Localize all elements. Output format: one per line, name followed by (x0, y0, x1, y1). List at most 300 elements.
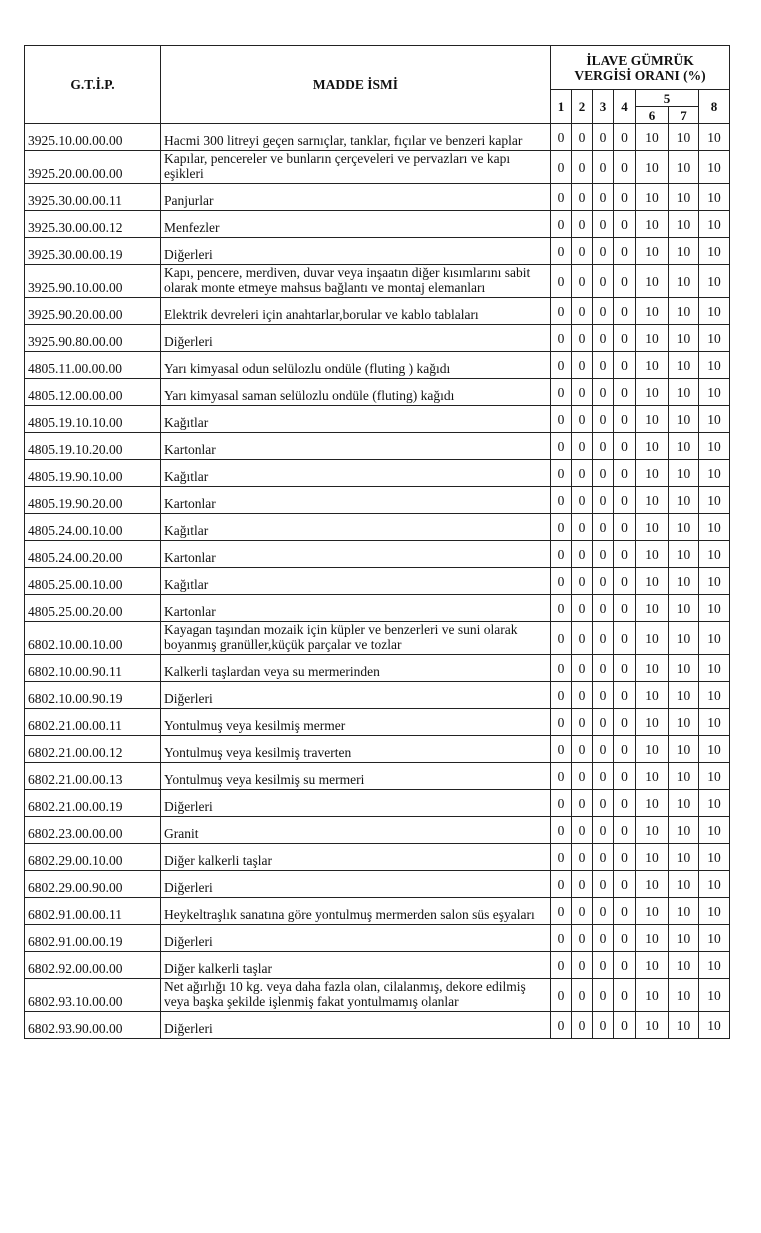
rate-cell: 10 (669, 151, 699, 184)
madde-ismi: Kapı, pencere, merdiven, duvar veya inşaatın diğer kısımlarını sabit olarak monte etmeye mahsus bağlantı ve montaj elemanları (161, 265, 551, 298)
rate-cell: 10 (699, 265, 730, 298)
rate-cell: 10 (669, 844, 699, 871)
rate-cell: 10 (636, 151, 669, 184)
rate-cell: 10 (699, 568, 730, 595)
header-col-3: 3 (593, 90, 614, 124)
table-row (25, 184, 730, 211)
table-row (25, 379, 730, 406)
rate-cell: 0 (572, 925, 593, 952)
rate-cell: 10 (699, 379, 730, 406)
rate-cell: 10 (636, 979, 669, 1012)
rate-cell: 0 (593, 433, 614, 460)
rate-cell: 10 (699, 184, 730, 211)
rate-cell: 0 (551, 1012, 572, 1039)
rate-cell: 0 (593, 211, 614, 238)
rate-cell: 0 (551, 871, 572, 898)
rate-cell: 10 (699, 406, 730, 433)
rate-cell: 10 (636, 1012, 669, 1039)
table-row (25, 925, 730, 952)
rate-cell: 10 (669, 487, 699, 514)
madde-ismi: Yontulmuş veya kesilmiş su mermeri (161, 763, 551, 790)
rate-cell: 10 (636, 352, 669, 379)
rate-cell: 10 (699, 925, 730, 952)
rate-cell: 10 (636, 871, 669, 898)
rate-cell: 10 (669, 871, 699, 898)
gtip-code: 6802.92.00.00.00 (25, 952, 161, 979)
rate-cell: 0 (572, 298, 593, 325)
rate-cell: 0 (614, 379, 636, 406)
rate-cell: 10 (699, 298, 730, 325)
tariff-table (24, 45, 730, 1039)
header-madde-ismi: MADDE İSMİ (161, 46, 551, 124)
gtip-code: 4805.11.00.00.00 (25, 352, 161, 379)
rate-cell: 0 (551, 790, 572, 817)
rate-cell: 10 (669, 433, 699, 460)
madde-ismi: Diğerleri (161, 871, 551, 898)
rate-cell: 10 (636, 655, 669, 682)
rate-cell: 0 (614, 844, 636, 871)
rate-cell: 10 (636, 568, 669, 595)
rate-cell: 0 (614, 298, 636, 325)
rate-cell: 0 (551, 379, 572, 406)
rate-cell: 0 (551, 541, 572, 568)
rate-cell: 0 (593, 265, 614, 298)
madde-ismi: Diğer kalkerli taşlar (161, 952, 551, 979)
gtip-code: 6802.91.00.00.11 (25, 898, 161, 925)
gtip-code: 6802.21.00.00.13 (25, 763, 161, 790)
rate-cell: 10 (699, 238, 730, 265)
rate-cell: 10 (669, 736, 699, 763)
gtip-code: 3925.90.80.00.00 (25, 325, 161, 352)
rate-cell: 0 (593, 844, 614, 871)
rate-cell: 0 (614, 352, 636, 379)
rate-cell: 10 (669, 763, 699, 790)
table-row (25, 124, 730, 151)
rate-cell: 0 (614, 763, 636, 790)
table-body (25, 124, 730, 1039)
rate-cell: 10 (636, 898, 669, 925)
rate-cell: 0 (572, 325, 593, 352)
rate-cell: 10 (699, 211, 730, 238)
rate-cell: 0 (593, 541, 614, 568)
rate-cell: 10 (699, 151, 730, 184)
table-row (25, 433, 730, 460)
rate-cell: 10 (636, 124, 669, 151)
rate-cell: 10 (669, 541, 699, 568)
rate-cell: 10 (699, 124, 730, 151)
rate-cell: 0 (551, 763, 572, 790)
rate-cell: 0 (593, 514, 614, 541)
table-header (25, 46, 730, 124)
rate-cell: 0 (593, 124, 614, 151)
rate-cell: 0 (551, 925, 572, 952)
table-row (25, 655, 730, 682)
rate-cell: 0 (551, 433, 572, 460)
rate-cell: 0 (572, 568, 593, 595)
rate-cell: 10 (669, 184, 699, 211)
rate-cell: 10 (636, 211, 669, 238)
rate-cell: 10 (669, 298, 699, 325)
rate-cell: 0 (551, 844, 572, 871)
rate-cell: 0 (593, 325, 614, 352)
rate-cell: 10 (699, 541, 730, 568)
rate-cell: 10 (636, 184, 669, 211)
rate-cell: 0 (572, 595, 593, 622)
rate-cell: 10 (699, 817, 730, 844)
gtip-code: 3925.30.00.00.12 (25, 211, 161, 238)
rate-cell: 10 (636, 925, 669, 952)
header-ilave-line2: VERGİSİ ORANI (%) (574, 67, 706, 83)
table-row (25, 298, 730, 325)
gtip-code: 3925.30.00.00.11 (25, 184, 161, 211)
rate-cell: 10 (636, 298, 669, 325)
rate-cell: 0 (593, 595, 614, 622)
rate-cell: 0 (572, 898, 593, 925)
gtip-code: 6802.29.00.90.00 (25, 871, 161, 898)
gtip-code: 4805.24.00.20.00 (25, 541, 161, 568)
rate-cell: 0 (572, 790, 593, 817)
rate-cell: 0 (551, 709, 572, 736)
rate-cell: 0 (614, 655, 636, 682)
madde-ismi: Yontulmuş veya kesilmiş mermer (161, 709, 551, 736)
madde-ismi: Panjurlar (161, 184, 551, 211)
rate-cell: 0 (614, 682, 636, 709)
rate-cell: 10 (636, 238, 669, 265)
table-row (25, 406, 730, 433)
rate-cell: 10 (669, 1012, 699, 1039)
rate-cell: 0 (593, 763, 614, 790)
table-row (25, 460, 730, 487)
rate-cell: 10 (699, 979, 730, 1012)
rate-cell: 0 (614, 622, 636, 655)
gtip-code: 4805.19.10.10.00 (25, 406, 161, 433)
rate-cell: 10 (669, 124, 699, 151)
rate-cell: 10 (699, 514, 730, 541)
rate-cell: 10 (699, 790, 730, 817)
madde-ismi: Kağıtlar (161, 406, 551, 433)
madde-ismi: Kartonlar (161, 595, 551, 622)
madde-ismi: Kayagan taşından mozaik için küpler ve benzerleri ve suni olarak boyanmış granüller,küçük parçalar ve tozlar (161, 622, 551, 655)
madde-ismi: Yarı kimyasal saman selülozlu ondüle (fluting) kağıdı (161, 379, 551, 406)
madde-ismi: Kağıtlar (161, 568, 551, 595)
rate-cell: 10 (669, 265, 699, 298)
header-col-4: 4 (614, 90, 636, 124)
rate-cell: 0 (551, 622, 572, 655)
rate-cell: 10 (636, 541, 669, 568)
rate-cell: 0 (572, 622, 593, 655)
madde-ismi: Diğerleri (161, 682, 551, 709)
rate-cell: 0 (572, 433, 593, 460)
rate-cell: 0 (614, 898, 636, 925)
madde-ismi: Menfezler (161, 211, 551, 238)
rate-cell: 0 (551, 655, 572, 682)
rate-cell: 10 (669, 406, 699, 433)
table-row (25, 682, 730, 709)
header-col-6: 6 (636, 107, 669, 124)
rate-cell: 0 (551, 952, 572, 979)
rate-cell: 0 (614, 514, 636, 541)
gtip-code: 3925.90.10.00.00 (25, 265, 161, 298)
madde-ismi: Kartonlar (161, 487, 551, 514)
rate-cell: 0 (614, 979, 636, 1012)
table-row (25, 871, 730, 898)
rate-cell: 0 (593, 379, 614, 406)
table-row (25, 541, 730, 568)
gtip-code: 4805.25.00.10.00 (25, 568, 161, 595)
rate-cell: 10 (669, 325, 699, 352)
gtip-code: 3925.10.00.00.00 (25, 124, 161, 151)
table-row (25, 790, 730, 817)
rate-cell: 0 (572, 460, 593, 487)
rate-cell: 0 (551, 325, 572, 352)
gtip-code: 6802.23.00.00.00 (25, 817, 161, 844)
rate-cell: 0 (614, 952, 636, 979)
rate-cell: 10 (636, 817, 669, 844)
rate-cell: 0 (551, 487, 572, 514)
rate-cell: 10 (636, 736, 669, 763)
rate-cell: 0 (551, 406, 572, 433)
rate-cell: 10 (699, 763, 730, 790)
madde-ismi: Kartonlar (161, 541, 551, 568)
rate-cell: 0 (551, 352, 572, 379)
table-row (25, 622, 730, 655)
madde-ismi: Elektrik devreleri için anahtarlar,borular ve kablo tablaları (161, 298, 551, 325)
rate-cell: 0 (593, 736, 614, 763)
rate-cell: 0 (614, 211, 636, 238)
gtip-code: 4805.25.00.20.00 (25, 595, 161, 622)
rate-cell: 0 (572, 871, 593, 898)
rate-cell: 0 (551, 979, 572, 1012)
madde-ismi: Hacmi 300 litreyi geçen sarnıçlar, tanklar, fıçılar ve benzeri kaplar (161, 124, 551, 151)
rate-cell: 10 (699, 736, 730, 763)
gtip-code: 3925.30.00.00.19 (25, 238, 161, 265)
rate-cell: 10 (699, 622, 730, 655)
rate-cell: 10 (669, 211, 699, 238)
gtip-code: 6802.93.90.00.00 (25, 1012, 161, 1039)
rate-cell: 0 (614, 568, 636, 595)
rate-cell: 10 (636, 379, 669, 406)
table-row (25, 763, 730, 790)
rate-cell: 0 (572, 541, 593, 568)
rate-cell: 0 (593, 1012, 614, 1039)
gtip-code: 6802.10.00.10.00 (25, 622, 161, 655)
rate-cell: 0 (572, 979, 593, 1012)
rate-cell: 0 (572, 487, 593, 514)
rate-cell: 0 (593, 952, 614, 979)
rate-cell: 0 (572, 406, 593, 433)
rate-cell: 0 (551, 124, 572, 151)
rate-cell: 10 (699, 898, 730, 925)
table-row (25, 979, 730, 1012)
rate-cell: 0 (593, 871, 614, 898)
table-row (25, 265, 730, 298)
table-row (25, 595, 730, 622)
rate-cell: 10 (699, 682, 730, 709)
madde-ismi: Diğerleri (161, 1012, 551, 1039)
table-row (25, 952, 730, 979)
rate-cell: 10 (699, 844, 730, 871)
rate-cell: 10 (699, 709, 730, 736)
rate-cell: 10 (636, 406, 669, 433)
gtip-code: 6802.29.00.10.00 (25, 844, 161, 871)
madde-ismi: Kartonlar (161, 433, 551, 460)
rate-cell: 10 (636, 595, 669, 622)
gtip-code: 6802.91.00.00.19 (25, 925, 161, 952)
rate-cell: 10 (699, 325, 730, 352)
rate-cell: 0 (614, 433, 636, 460)
table-row (25, 211, 730, 238)
rate-cell: 0 (551, 184, 572, 211)
rate-cell: 0 (572, 184, 593, 211)
table-row (25, 238, 730, 265)
rate-cell: 0 (614, 541, 636, 568)
header-col-5: 5 (636, 90, 699, 107)
rate-cell: 10 (669, 622, 699, 655)
header-col-8: 8 (699, 90, 730, 124)
rate-cell: 0 (572, 211, 593, 238)
rate-cell: 10 (699, 595, 730, 622)
rate-cell: 0 (614, 709, 636, 736)
madde-ismi: Kalkerli taşlardan veya su mermerinden (161, 655, 551, 682)
rate-cell: 0 (572, 844, 593, 871)
rate-cell: 0 (572, 817, 593, 844)
rate-cell: 0 (614, 151, 636, 184)
table-row (25, 1012, 730, 1039)
madde-ismi: Granit (161, 817, 551, 844)
rate-cell: 0 (614, 406, 636, 433)
rate-cell: 0 (614, 736, 636, 763)
rate-cell: 0 (614, 925, 636, 952)
madde-ismi: Kağıtlar (161, 514, 551, 541)
madde-ismi: Kapılar, pencereler ve bunların çerçeveleri ve pervazları ve kapı eşikleri (161, 151, 551, 184)
rate-cell: 0 (593, 682, 614, 709)
rate-cell: 0 (572, 151, 593, 184)
rate-cell: 10 (669, 460, 699, 487)
rate-cell: 10 (669, 568, 699, 595)
rate-cell: 10 (636, 952, 669, 979)
rate-cell: 10 (699, 487, 730, 514)
rate-cell: 0 (614, 325, 636, 352)
rate-cell: 0 (572, 736, 593, 763)
table-row (25, 352, 730, 379)
rate-cell: 0 (593, 184, 614, 211)
rate-cell: 0 (551, 151, 572, 184)
rate-cell: 0 (593, 568, 614, 595)
rate-cell: 0 (551, 568, 572, 595)
rate-cell: 0 (572, 682, 593, 709)
rate-cell: 0 (572, 952, 593, 979)
gtip-code: 4805.19.10.20.00 (25, 433, 161, 460)
rate-cell: 0 (551, 898, 572, 925)
rate-cell: 0 (593, 979, 614, 1012)
header-gtip: G.T.İ.P. (25, 46, 161, 124)
madde-ismi: Diğerleri (161, 925, 551, 952)
rate-cell: 10 (669, 979, 699, 1012)
gtip-code: 6802.93.10.00.00 (25, 979, 161, 1012)
rate-cell: 10 (669, 655, 699, 682)
rate-cell: 0 (593, 790, 614, 817)
rate-cell: 0 (572, 655, 593, 682)
rate-cell: 10 (636, 514, 669, 541)
rate-cell: 10 (669, 352, 699, 379)
rate-cell: 10 (636, 433, 669, 460)
rate-cell: 0 (614, 487, 636, 514)
rate-cell: 10 (669, 790, 699, 817)
rate-cell: 0 (572, 514, 593, 541)
table-row (25, 568, 730, 595)
rate-cell: 10 (699, 1012, 730, 1039)
rate-cell: 0 (593, 622, 614, 655)
rate-cell: 10 (636, 790, 669, 817)
rate-cell: 10 (669, 238, 699, 265)
gtip-code: 6802.10.00.90.11 (25, 655, 161, 682)
rate-cell: 10 (669, 682, 699, 709)
rate-cell: 0 (551, 595, 572, 622)
rate-cell: 10 (669, 925, 699, 952)
rate-cell: 0 (572, 709, 593, 736)
rate-cell: 0 (593, 655, 614, 682)
rate-cell: 0 (572, 352, 593, 379)
gtip-code: 4805.24.00.10.00 (25, 514, 161, 541)
rate-cell: 10 (699, 952, 730, 979)
rate-cell: 0 (593, 298, 614, 325)
rate-cell: 0 (572, 238, 593, 265)
rate-cell: 10 (699, 655, 730, 682)
rate-cell: 0 (614, 265, 636, 298)
rate-cell: 0 (614, 595, 636, 622)
gtip-code: 6802.10.00.90.19 (25, 682, 161, 709)
gtip-code: 3925.90.20.00.00 (25, 298, 161, 325)
gtip-code: 6802.21.00.00.12 (25, 736, 161, 763)
rate-cell: 0 (572, 265, 593, 298)
rate-cell: 0 (593, 925, 614, 952)
rate-cell: 10 (636, 763, 669, 790)
rate-cell: 10 (699, 460, 730, 487)
rate-cell: 10 (669, 514, 699, 541)
gtip-code: 4805.19.90.20.00 (25, 487, 161, 514)
table-row (25, 709, 730, 736)
rate-cell: 10 (669, 379, 699, 406)
rate-cell: 0 (614, 124, 636, 151)
rate-cell: 0 (572, 763, 593, 790)
gtip-code: 6802.21.00.00.11 (25, 709, 161, 736)
rate-cell: 10 (636, 844, 669, 871)
header-ilave-gumruk (551, 46, 730, 90)
table-row (25, 898, 730, 925)
madde-ismi: Diğerleri (161, 238, 551, 265)
madde-ismi: Heykeltraşlık sanatına göre yontulmuş mermerden salon süs eşyaları (161, 898, 551, 925)
rate-cell: 0 (614, 1012, 636, 1039)
rate-cell: 10 (636, 460, 669, 487)
rate-cell: 0 (593, 709, 614, 736)
rate-cell: 0 (614, 460, 636, 487)
header-col-2: 2 (572, 90, 593, 124)
gtip-code: 3925.20.00.00.00 (25, 151, 161, 184)
rate-cell: 0 (593, 460, 614, 487)
rate-cell: 0 (572, 379, 593, 406)
table-row (25, 487, 730, 514)
rate-cell: 0 (551, 238, 572, 265)
rate-cell: 0 (614, 817, 636, 844)
rate-cell: 0 (593, 898, 614, 925)
madde-ismi: Yarı kimyasal odun selülozlu ondüle (fluting ) kağıdı (161, 352, 551, 379)
rate-cell: 0 (551, 298, 572, 325)
rate-cell: 0 (614, 871, 636, 898)
madde-ismi: Diğer kalkerli taşlar (161, 844, 551, 871)
header-ilave-line1: İLAVE GÜMRÜK (586, 52, 694, 68)
rate-cell: 10 (669, 709, 699, 736)
rate-cell: 10 (699, 433, 730, 460)
